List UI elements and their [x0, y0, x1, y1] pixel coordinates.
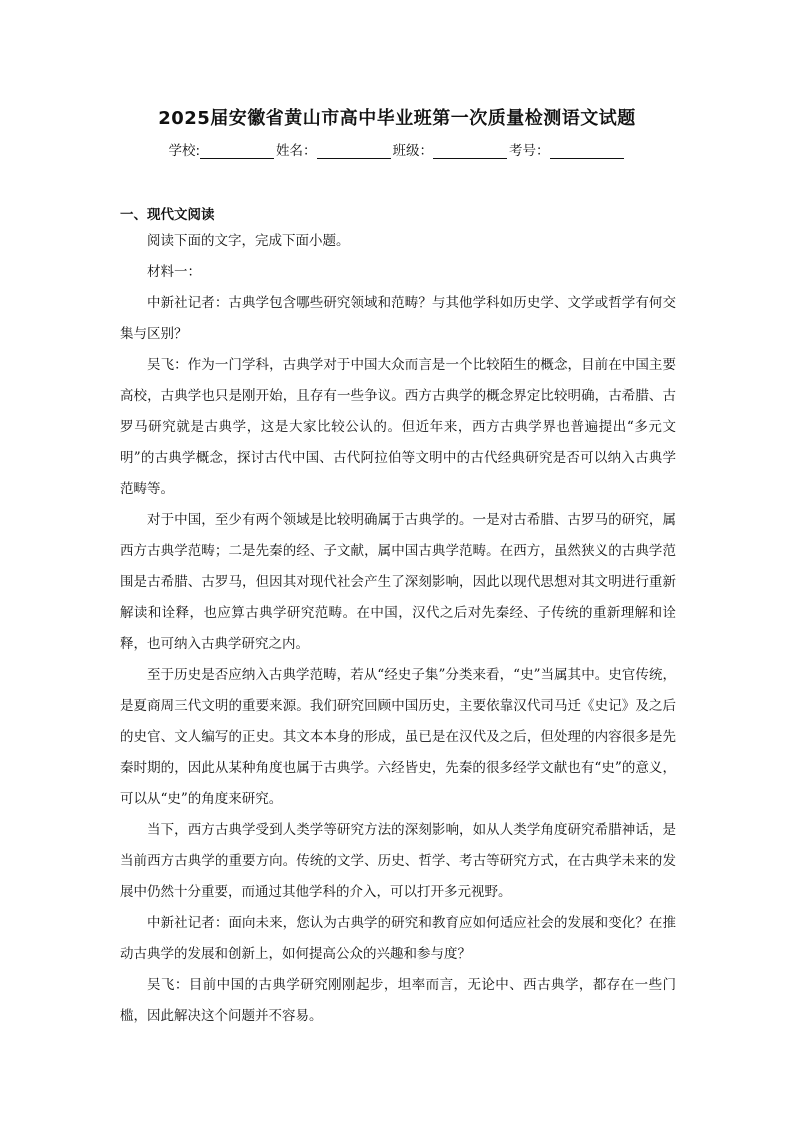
instruction-paragraph: 阅读下面的文字，完成下面小题。: [147, 233, 350, 249]
name-blank[interactable]: [317, 144, 391, 159]
exam-number-label: 考号：: [509, 143, 550, 159]
material-label: 材料一：: [147, 264, 201, 280]
exam-title: 2025届安徽省黄山市高中毕业班第一次质量检测语文试题: [158, 108, 636, 129]
passage-paragraph: 吴飞：作为一门学科，古典学对于中国大众而言是一个比较陌生的概念，目前在中国主要高校，古典学也只是刚开始，且存有一些争议。西方古典学的概念界定比较明确，古希腊、古罗马研究就是古典学，这是大家比较公认的。但近年来，西方古典学界也普遍提出“多元文明”的古典学概念，探讨古代中国、古代阿拉伯等文明中的古代经典研究是否可以纳入古典学范畴等。: [120, 357, 676, 497]
passage-paragraph: 中新社记者：古典学包含哪些研究领域和范畴？与其他学科如历史学、文学或哲学有何交集与区别？: [120, 295, 676, 342]
passage-paragraph: 中新社记者：面向未来，您认为古典学的研究和教育应如何适应社会的发展和变化？在推动古典学的发展和创新上，如何提高公众的兴趣和参与度？: [120, 915, 676, 962]
passage-paragraph: 至于历史是否应纳入古典学范畴，若从“经史子集”分类来看，“史”当属其中。史官传统，是夏商周三代文明的重要来源。我们研究回顾中国历史，主要依靠汉代司马迁《史记》及之后的史官、文人编写的正史。其文本本身的形成，虽已是在汉代及之后，但处理的内容很多是先秦时期的，因此从某种角度也属于古典学。六经皆史，先秦的很多经学文献也有“史”的意义，可以从“史”的角度来研究。: [120, 667, 676, 807]
exam-number-blank[interactable]: [550, 144, 624, 159]
reading-passage: [120, 226, 676, 1032]
class-label: 班级：: [392, 143, 434, 159]
class-blank[interactable]: [433, 144, 507, 159]
passage-paragraph: 当下，西方古典学受到人类学等研究方法的深刻影响，如从人类学角度研究希腊神话，是当前西方古典学的重要方向。传统的文学、历史、哲学、考古等研究方式，在古典学未来的发展中仍然十分重要，而通过其他学科的介入，可以打开多元视野。: [120, 822, 676, 900]
section-heading: 一、现代文阅读: [120, 207, 215, 223]
name-label: 姓名：: [276, 143, 317, 159]
student-info-line: [0, 139, 794, 159]
school-blank[interactable]: [200, 144, 274, 159]
school-label: 学校:: [168, 143, 201, 159]
passage-paragraph: 对于中国，至少有两个领域是比较明确属于古典学的。一是对古希腊、古罗马的研究，属西方古典学范畴；二是先秦的经、子文献，属中国古典学范畴。在西方，虽然狭义的古典学范围是古希腊、古罗马，但因其对现代社会产生了深刻影响，因此以现代思想对其文明进行重新解读和诠释，也应算古典学研究范畴。在中国，汉代之后对先秦经、子传统的重新理解和诠释，也可纳入古典学研究之内。: [120, 512, 676, 652]
passage-paragraph: 吴飞：目前中国的古典学研究刚刚起步，坦率而言，无论中、西古典学，都存在一些门槛，因此解决这个问题并不容易。: [120, 977, 676, 1024]
